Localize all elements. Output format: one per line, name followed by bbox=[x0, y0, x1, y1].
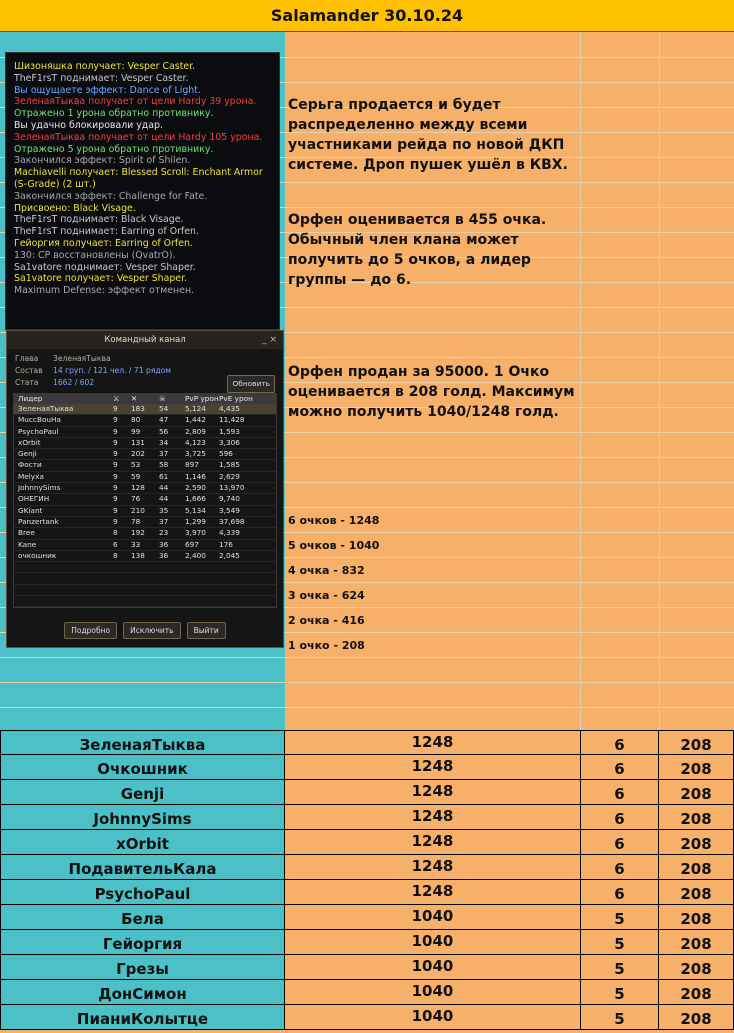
chat-line: 130: CP восстановлены (QvatrO). bbox=[14, 249, 176, 261]
cell: 5,124 bbox=[185, 404, 206, 413]
rate-cell[interactable]: 208 bbox=[659, 731, 734, 754]
row-gridline bbox=[0, 707, 734, 708]
cell: 9 bbox=[113, 516, 118, 526]
cell: очкошник bbox=[18, 550, 57, 560]
command-channel-row bbox=[14, 540, 276, 551]
column-header: PvP урон bbox=[185, 394, 219, 403]
empty-row bbox=[14, 573, 276, 584]
cell: 76 bbox=[131, 494, 141, 504]
gold-cell[interactable]: 1248 bbox=[285, 755, 581, 779]
table-row[interactable] bbox=[0, 780, 734, 805]
rate-cell[interactable]: 208 bbox=[659, 980, 734, 1004]
chat-line: ЗеленаяТыква получает от цели Hardy 105 урона. bbox=[14, 131, 263, 143]
note-text: Серьга продается и будет распределенно между всеми участниками рейда по новой ДКП системе. Дроп пушек ушёл в КВХ. bbox=[288, 97, 568, 173]
points-cell[interactable]: 5 bbox=[581, 905, 659, 929]
chat-line: Гейоргия получает: Earring of Orfen. bbox=[14, 237, 193, 249]
table-row[interactable] bbox=[0, 855, 734, 880]
points-line: 1 очко - 208 bbox=[288, 639, 365, 652]
table-row[interactable] bbox=[0, 955, 734, 980]
cell: 1,585 bbox=[219, 460, 240, 470]
chat-line: Присвоено: Black Visage. bbox=[14, 202, 136, 214]
cell: 36 bbox=[159, 539, 169, 549]
footer-button: Исключить bbox=[123, 622, 180, 639]
player-name-cell[interactable]: ПианиКолытце bbox=[0, 1005, 285, 1029]
command-channel-footer bbox=[7, 622, 283, 639]
chat-line: Вы удачно блокировали удар. bbox=[14, 119, 163, 131]
points-line: 3 очка - 624 bbox=[288, 589, 365, 602]
command-channel-row bbox=[14, 517, 276, 528]
table-row[interactable] bbox=[0, 730, 734, 755]
cell: 37,698 bbox=[219, 516, 245, 526]
gold-cell[interactable]: 1040 bbox=[285, 980, 581, 1004]
points-cell[interactable]: 6 bbox=[581, 731, 659, 754]
cell: 8 bbox=[113, 528, 118, 538]
cell: PsychoPaul bbox=[18, 426, 59, 436]
note-text: Орфен продан за 95000. 1 Очко оценивается в 208 голд. Максимум можно получить 1040/1248 голд. bbox=[288, 364, 575, 420]
command-channel-row bbox=[14, 506, 276, 517]
footer-button: Подробно bbox=[64, 622, 117, 639]
cell: 99 bbox=[131, 426, 141, 436]
gold-cell[interactable]: 1248 bbox=[285, 855, 581, 879]
cell: 1,593 bbox=[219, 426, 240, 436]
cell: 176 bbox=[219, 539, 233, 549]
cell: 37 bbox=[159, 516, 169, 526]
cell: GKiant bbox=[18, 505, 43, 515]
cell: 53 bbox=[131, 460, 141, 470]
cell: 44 bbox=[159, 494, 169, 504]
command-channel-window bbox=[6, 330, 284, 648]
table-row[interactable] bbox=[0, 930, 734, 955]
cell: 9 bbox=[113, 437, 118, 447]
table-row[interactable] bbox=[0, 980, 734, 1005]
points-line: 4 очка - 832 bbox=[288, 564, 365, 577]
player-name-cell[interactable]: PsychoPaul bbox=[0, 880, 285, 904]
player-name-cell[interactable]: xOrbit bbox=[0, 830, 285, 854]
points-line: 2 очка - 416 bbox=[288, 614, 365, 627]
rate-cell[interactable]: 208 bbox=[659, 830, 734, 854]
gold-cell[interactable]: 1248 bbox=[285, 805, 581, 829]
cell: 3,549 bbox=[219, 505, 240, 515]
cell: 9 bbox=[113, 426, 118, 436]
cell: 56 bbox=[159, 426, 169, 436]
points-cell[interactable]: 5 bbox=[581, 980, 659, 1004]
cell: 2,629 bbox=[219, 471, 240, 481]
rate-cell[interactable]: 208 bbox=[659, 780, 734, 804]
cell: 54 bbox=[159, 404, 169, 413]
gold-cell[interactable]: 1248 bbox=[285, 731, 581, 754]
command-channel-title: Командный канал bbox=[104, 335, 186, 345]
cell: 9 bbox=[113, 505, 118, 515]
cell: 37 bbox=[159, 449, 169, 459]
cell: 36 bbox=[159, 550, 169, 560]
cell: 3,970 bbox=[185, 528, 206, 538]
chat-line: Закончился эффект: Challenge for Fate. bbox=[14, 190, 208, 202]
column-header: PvE урон bbox=[219, 394, 253, 403]
table-row[interactable] bbox=[0, 830, 734, 855]
refresh-button: Обновить bbox=[227, 375, 275, 393]
cell: 6 bbox=[113, 539, 118, 549]
cell: Melyxa bbox=[18, 471, 44, 481]
cell: xOrbit bbox=[18, 437, 41, 447]
cell: 58 bbox=[159, 460, 169, 470]
cell: 59 bbox=[131, 471, 141, 481]
cell: 9 bbox=[113, 483, 118, 493]
rate-cell[interactable]: 208 bbox=[659, 805, 734, 829]
cell: 131 bbox=[131, 437, 145, 447]
cell: 34 bbox=[159, 437, 169, 447]
rate-cell[interactable]: 208 bbox=[659, 855, 734, 879]
cell: 596 bbox=[219, 449, 233, 459]
command-channel-row bbox=[14, 528, 276, 539]
command-channel-row bbox=[14, 494, 276, 505]
cell: 35 bbox=[159, 505, 169, 515]
command-channel-row bbox=[14, 449, 276, 460]
points-cell[interactable]: 6 bbox=[581, 755, 659, 779]
cell: Фости bbox=[18, 460, 42, 470]
stats-value: 1662 / 602 bbox=[53, 378, 95, 387]
command-channel-header bbox=[14, 394, 276, 404]
stats-label: Стата bbox=[15, 378, 39, 387]
chat-line: TheF1rsT поднимает: Earring of Orfen. bbox=[14, 226, 199, 238]
cell: ОНЕГИН bbox=[18, 494, 50, 504]
payout-table bbox=[0, 730, 734, 1030]
cell: 897 bbox=[185, 460, 199, 470]
points-cell[interactable]: 5 bbox=[581, 1005, 659, 1029]
command-channel-row bbox=[14, 404, 276, 415]
points-line: 6 очков - 1248 bbox=[288, 514, 380, 527]
chat-line: TheF1rsT поднимает: Vesper Caster. bbox=[14, 72, 189, 84]
cell: 44 bbox=[159, 483, 169, 493]
gold-cell[interactable]: 1248 bbox=[285, 830, 581, 854]
note-text: Орфен оценивается в 455 очка. Обычный член клана может получить до 5 очков, а лидер группы — до 6. bbox=[288, 212, 547, 288]
leader-label: Глава bbox=[15, 354, 39, 363]
command-channel-info bbox=[7, 349, 283, 393]
player-name-cell[interactable]: Очкошник bbox=[0, 755, 285, 779]
cell: Kane bbox=[18, 539, 37, 549]
cell: 4,123 bbox=[185, 437, 206, 447]
cell: 9 bbox=[113, 415, 118, 425]
row-gridline bbox=[0, 682, 734, 683]
points-cell[interactable]: 6 bbox=[581, 780, 659, 804]
command-channel-row bbox=[14, 460, 276, 471]
cell: 5,134 bbox=[185, 505, 206, 515]
chat-line: Вы ощущаете эффект: Dance of Light. bbox=[14, 84, 201, 96]
column-header: Лидер bbox=[18, 394, 43, 403]
gold-cell[interactable]: 1040 bbox=[285, 955, 581, 979]
player-name-cell[interactable]: Бела bbox=[0, 905, 285, 929]
cell: Bree bbox=[18, 528, 35, 538]
cell: Panzertank bbox=[18, 516, 59, 526]
cell: 33 bbox=[131, 539, 141, 549]
points-cell[interactable]: 5 bbox=[581, 930, 659, 954]
composition-label: Состав bbox=[15, 366, 43, 375]
points-cell[interactable]: 5 bbox=[581, 955, 659, 979]
player-name-cell[interactable]: ЗеленаяТыква bbox=[0, 731, 285, 754]
cell: 80 bbox=[131, 415, 141, 425]
rate-cell[interactable]: 208 bbox=[659, 955, 734, 979]
rate-cell[interactable]: 208 bbox=[659, 1005, 734, 1029]
sheet-title-row[interactable] bbox=[0, 0, 734, 32]
cell: 3,725 bbox=[185, 449, 206, 459]
cell: 138 bbox=[131, 550, 145, 560]
gold-cell[interactable]: 1040 bbox=[285, 1005, 581, 1029]
cell: 1,146 bbox=[185, 471, 206, 481]
cell: 192 bbox=[131, 528, 145, 538]
leader-value: ЗеленаяТыква bbox=[53, 354, 111, 363]
cell: 210 bbox=[131, 505, 145, 515]
table-row[interactable] bbox=[0, 1005, 734, 1030]
chat-line: Шизоняшка получает: Vesper Caster. bbox=[14, 61, 196, 72]
column-header: ⚔ bbox=[113, 394, 120, 403]
cell: Genji bbox=[18, 449, 37, 459]
cell: 9 bbox=[113, 404, 118, 413]
chat-line: Maximum Defense: эффект отменен. bbox=[14, 285, 195, 297]
cell: 1,666 bbox=[185, 494, 206, 504]
rate-cell[interactable]: 208 bbox=[659, 930, 734, 954]
player-name-cell[interactable]: ПодавительКала bbox=[0, 855, 285, 879]
chat-line: Закончился эффект: Spirit of Shilen. bbox=[14, 155, 191, 167]
cell: 11,428 bbox=[219, 415, 245, 425]
command-channel-body bbox=[14, 404, 276, 607]
player-name-cell[interactable]: JohnnySims bbox=[0, 805, 285, 829]
cell: 9,740 bbox=[219, 494, 240, 504]
points-cell[interactable]: 6 bbox=[581, 855, 659, 879]
composition-value: 14 груп. / 121 чел. / 71 рядом bbox=[53, 366, 171, 375]
cell: 2,809 bbox=[185, 426, 206, 436]
empty-row bbox=[14, 562, 276, 573]
rate-cell[interactable]: 208 bbox=[659, 880, 734, 904]
footer-button: Выйти bbox=[187, 622, 226, 639]
points-line: 5 очков - 1040 bbox=[288, 539, 380, 552]
cell: 2,400 bbox=[185, 550, 206, 560]
cell: 9 bbox=[113, 494, 118, 504]
command-channel-row bbox=[14, 427, 276, 438]
table-row[interactable] bbox=[0, 805, 734, 830]
chat-line: Sa1vatore получает: Vesper Shaper. bbox=[14, 273, 188, 285]
cell: 1,299 bbox=[185, 516, 206, 526]
gold-cell[interactable]: 1040 bbox=[285, 930, 581, 954]
cell: 8 bbox=[113, 550, 118, 560]
chat-line: ЗеленаяТыква получает от цели Hardy 39 урона. bbox=[14, 96, 257, 108]
chat-line: (S-Grade) (2 шт.) bbox=[14, 178, 96, 190]
empty-row bbox=[14, 585, 276, 596]
cell: 47 bbox=[159, 415, 169, 425]
cell: 23 bbox=[159, 528, 169, 538]
cell: 697 bbox=[185, 539, 199, 549]
table-row[interactable] bbox=[0, 880, 734, 905]
command-channel-table bbox=[13, 393, 277, 608]
cell: 1,442 bbox=[185, 415, 206, 425]
chat-line: Отражено 5 урона обратно противнику. bbox=[14, 143, 214, 155]
points-cell[interactable]: 6 bbox=[581, 880, 659, 904]
chat-line: Sa1vatore поднимает: Vesper Shaper. bbox=[14, 261, 196, 273]
cell: 4,339 bbox=[219, 528, 240, 538]
cell: 9 bbox=[113, 449, 118, 459]
sheet-title: Salamander 30.10.24 bbox=[270, 6, 464, 25]
cell: 183 bbox=[131, 404, 145, 413]
cell: MuccBouHa bbox=[18, 415, 61, 425]
cell: 13,970 bbox=[219, 483, 245, 493]
player-name-cell[interactable]: Гейоргия bbox=[0, 930, 285, 954]
player-name-cell[interactable]: ДонСимон bbox=[0, 980, 285, 1004]
table-row[interactable] bbox=[0, 905, 734, 930]
gold-cell[interactable]: 1248 bbox=[285, 780, 581, 804]
player-name-cell[interactable]: Грезы bbox=[0, 955, 285, 979]
column-c[interactable] bbox=[580, 32, 660, 730]
column-header: ✕ bbox=[131, 394, 138, 403]
cell: 202 bbox=[131, 449, 145, 459]
table-row[interactable] bbox=[0, 755, 734, 780]
rate-cell[interactable]: 208 bbox=[659, 755, 734, 779]
cell: JohnnySims bbox=[18, 483, 61, 493]
game-chat-screenshot bbox=[5, 52, 280, 330]
rate-cell[interactable]: 208 bbox=[659, 905, 734, 929]
gold-cell[interactable]: 1040 bbox=[285, 905, 581, 929]
cell: 2,590 bbox=[185, 483, 206, 493]
points-cell[interactable]: 6 bbox=[581, 805, 659, 829]
cell: 9 bbox=[113, 471, 118, 481]
command-channel-titlebar bbox=[7, 331, 283, 349]
empty-row bbox=[14, 596, 276, 607]
close-icon: _ × bbox=[262, 335, 277, 345]
chat-line: Отражено 1 урона обратно противнику. bbox=[14, 108, 214, 120]
points-cell[interactable]: 6 bbox=[581, 830, 659, 854]
cell: 9 bbox=[113, 460, 118, 470]
cell: 128 bbox=[131, 483, 145, 493]
command-channel-row bbox=[14, 551, 276, 562]
cell: 2,045 bbox=[219, 550, 240, 560]
command-channel-row bbox=[14, 483, 276, 494]
column-d[interactable] bbox=[659, 32, 734, 730]
command-channel-row bbox=[14, 472, 276, 483]
cell: 61 bbox=[159, 471, 169, 481]
chat-line: Machiavelli получает: Blessed Scroll: Enchant Armor bbox=[14, 167, 263, 179]
column-header: ☠ bbox=[159, 394, 166, 403]
cell: 78 bbox=[131, 516, 141, 526]
command-channel-row bbox=[14, 415, 276, 426]
row-gridline bbox=[0, 657, 734, 658]
player-name-cell[interactable]: Genji bbox=[0, 780, 285, 804]
cell: 4,435 bbox=[219, 404, 240, 413]
cell: 3,306 bbox=[219, 437, 240, 447]
cell: ЗеленаяТыква bbox=[18, 404, 74, 413]
chat-line: TheF1rsT поднимает: Black Visage. bbox=[14, 214, 184, 226]
command-channel-row bbox=[14, 438, 276, 449]
gold-cell[interactable]: 1248 bbox=[285, 880, 581, 904]
